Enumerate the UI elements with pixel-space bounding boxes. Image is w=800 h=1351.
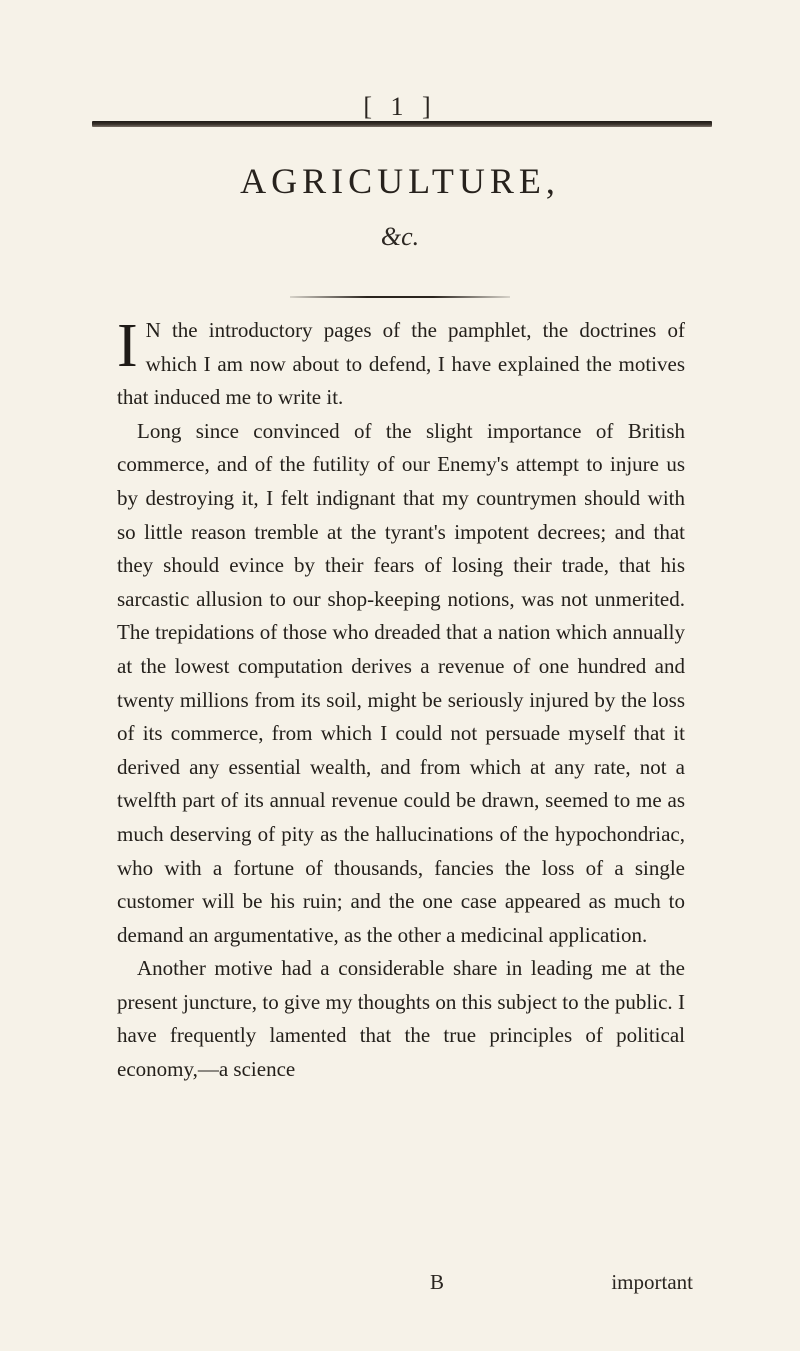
ornamental-rule <box>290 296 510 298</box>
chapter-subtitle: &c. <box>380 222 420 251</box>
body-text <box>117 314 685 1087</box>
signature-mark: B <box>430 1270 445 1294</box>
catchword: important <box>611 1270 693 1294</box>
paragraph-2: Long since convinced of the slight importance of British commerce, and of the futility of our Enemy's attempt to injure us by destroying it, I felt indignant that my countrymen should with so little reason tremble at the tyrant's impotent decrees; and that they should evince by their fears of losing their trade, that his sarcastic allusion to our shop-keeping notions, was not unmerited. The trepidations of those who dreaded that a nation which annually at the lowest computation derives a revenue of one hundred and twenty millions from its soil, might be seriously injured by the loss of its commerce, from which I could not persuade myself that it derived any essential wealth, and from which at any rate, not a twelfth part of its annual revenue could be drawn, seemed to me as much deserving of pity as the hallucinations of the hypochondriac, who with a fortune of thousands, fancies the loss of a single customer will be his ruin; and the one case appeared as much to demand an argumentative, as the other a medicinal application. <box>117 418 685 947</box>
chapter-title: AGRICULTURE, <box>240 161 560 201</box>
page-number: [ 1 ] <box>363 92 437 121</box>
paragraph-1 <box>117 314 685 415</box>
drop-cap: I <box>117 312 138 380</box>
paragraph-1-text: N the introductory pages of the pamphlet, the doctrines of which I am now about to defend, I have explained the motives that induced me to write it. <box>117 318 685 410</box>
header-rule <box>92 121 712 127</box>
paragraph-3: Another motive had a considerable share in leading me at the present juncture, to give my thoughts on this subject to the public. I have frequently lamented that the true principles of political economy,—a science <box>117 956 685 1082</box>
